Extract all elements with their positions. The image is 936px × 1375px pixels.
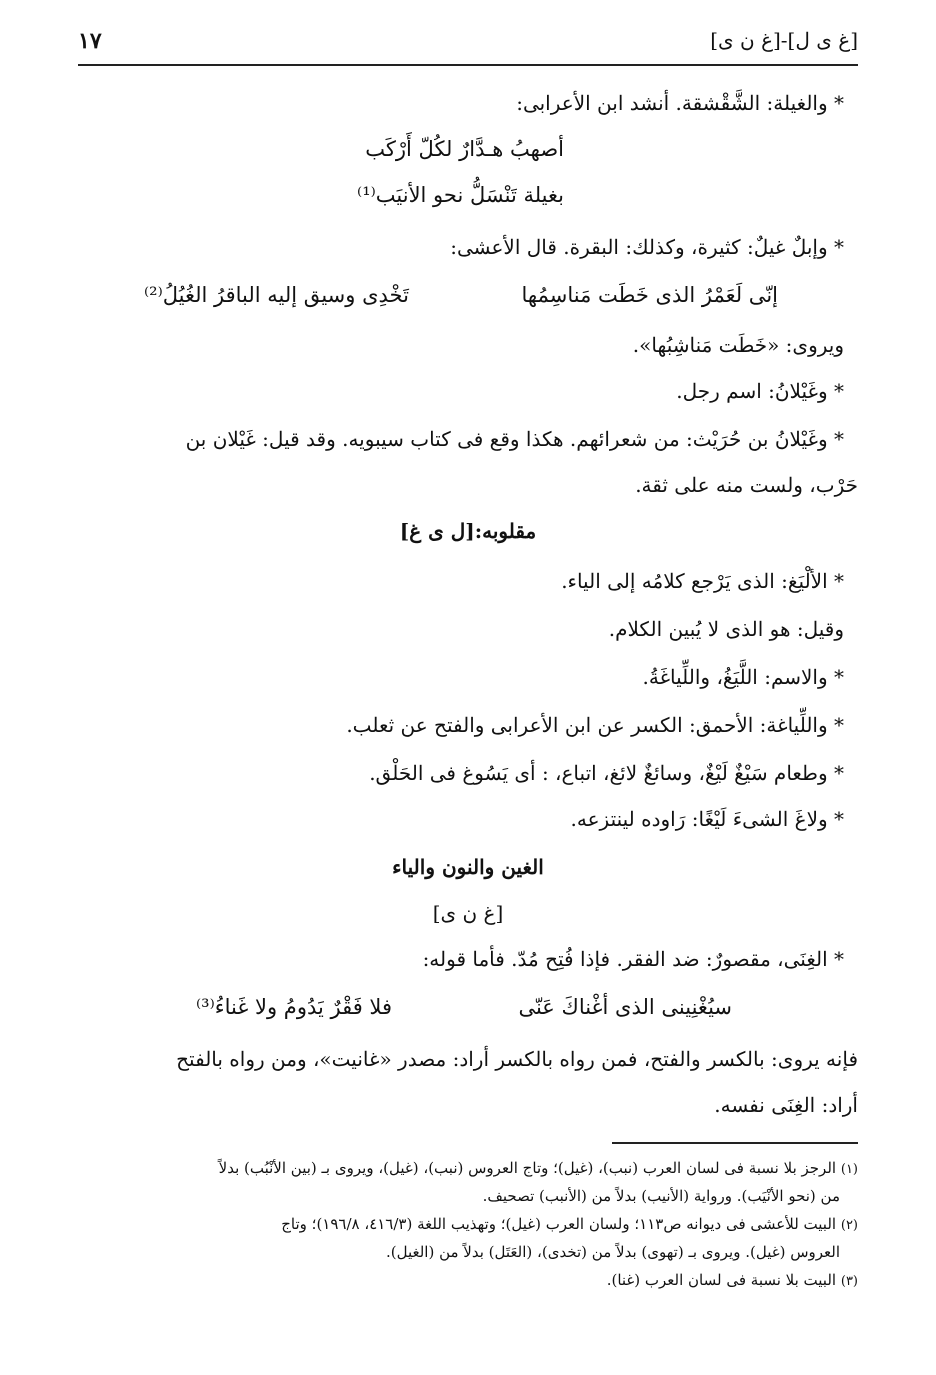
page-number: ١٧ <box>78 28 102 54</box>
text-line: * الغِنَى، مقصورٌ: ضد الفقر. فإذا فُتِح مُدّ. فأما قوله: <box>422 947 844 971</box>
footnote-text: الرجز بلا نسبة فى لسان العرب (نبب)، (غيل)؛ وتاج العروس (نبب)، (غيل)، ويروى بـ (بين الأنْبُب) بدلاً <box>218 1159 837 1177</box>
footnote <box>78 1212 858 1238</box>
footnote-number: (٣) <box>840 1274 858 1289</box>
text-line: * والاسم: اللَّيَغُ، واللِّياغَةُ. <box>642 665 844 689</box>
footnote <box>78 1240 840 1264</box>
text-line: * وإبلٌ غيلٌ: كثيرة، وكذلك: البقرة. قال الأعشى: <box>450 235 844 259</box>
footnote-text: البيت بلا نسبة فى لسان العرب (غنا). <box>606 1271 837 1289</box>
text-line: * الألْيَغ: الذى يَرْجع كلامُه إلى الياء. <box>561 569 844 593</box>
text-line: * وغَيْلانُ: اسم رجل. <box>676 379 844 403</box>
text-line: * ولاغَ الشىءَ لَيْغًا: رَاوده لينتزعه. <box>570 807 844 831</box>
verse-hemistich: تَخْدِى وسيق إليه الباقرُ الغُيُلُ⁽²⁾ <box>144 283 409 307</box>
text-line: وقيل: هو الذى لا يُبين الكلام. <box>608 617 844 641</box>
section-heading: مقلوبه:[ل ى غ] <box>399 519 537 543</box>
verse-line: أصهبُ هـدَّارٌ لكُلّ أَرْكَب <box>365 137 564 161</box>
footnote-text: العروس (غيل). ويروى بـ (تهوى) بدلاً من (تخدى)، (العَتَل) بدلاً من (الغيل). <box>385 1243 840 1261</box>
footnote-rule <box>612 1142 858 1144</box>
verse-hemistich: إنّى لَعَمْرُ الذى خَطَت مَناسِمُها <box>521 283 778 307</box>
text-line: أراد: الغِنَى نفسه. <box>714 1093 858 1117</box>
page-header <box>78 28 858 62</box>
footnote <box>78 1268 858 1294</box>
text-line: * واللِّياغة: الأحمق: الكسر عن ابن الأعرابى والفتح عن ثعلب. <box>346 713 844 737</box>
verse-line: بغيلة تَنْسَلُّ نحو الأنيَب⁽¹⁾ <box>357 183 564 207</box>
verse-hemistich: سيُغْنِينى الذى أغْناكَ عَنّى <box>518 995 732 1019</box>
text-line: فإنه يروى: بالكسر والفتح، فمن رواه بالكسر أراد: مصدر «غانيت»، ومن رواه بالفتح <box>176 1047 858 1071</box>
verse-hemistich: فلا فَقْرٌ يَدُومُ ولا غَناءُ⁽³⁾ <box>196 995 392 1019</box>
header-rule <box>78 64 858 66</box>
footnote-text: البيت للأعشى فى ديوانه ص١١٣؛ ولسان العرب (غيل)؛ وتهذيب اللغة (٤١٦/٣، ١٩٦/٨)؛ وتاج <box>281 1215 837 1233</box>
footnote-number: (١) <box>840 1162 858 1177</box>
text-line: * وغَيْلانُ بن حُرَيْث: من شعرائهم. هكذا وقع فى كتاب سيبويه. وقد قيل: غَيْلان بن <box>185 427 844 451</box>
footnote-text: من (نحو الأنْيَب). ورواية (الأنيب) بدلاً من (الأنبب) تصحيف. <box>482 1187 840 1205</box>
root-code: [غ ى ل]-[غ ن ى] <box>710 28 858 52</box>
footnote-number: (٢) <box>840 1218 858 1233</box>
chapter-heading: الغين والنون والياء <box>392 855 544 879</box>
text-line: ويروى: «خَطَت مَناشِبُها». <box>632 333 844 357</box>
text-line: * والغيلة: الشَّقْشقة. أنشد ابن الأعرابى: <box>516 91 844 115</box>
root-heading: [غ ن ى] <box>432 901 504 925</box>
text-line: حَرْب، ولست منه على ثقة. <box>635 473 858 497</box>
footnote <box>78 1156 858 1182</box>
footnote <box>78 1184 840 1208</box>
text-line: * وطعام سَيْغٌ لَيْغٌ، وسائغٌ لائغ، اتباع، : أى يَسُوغ فى الحَلْق. <box>369 761 844 785</box>
